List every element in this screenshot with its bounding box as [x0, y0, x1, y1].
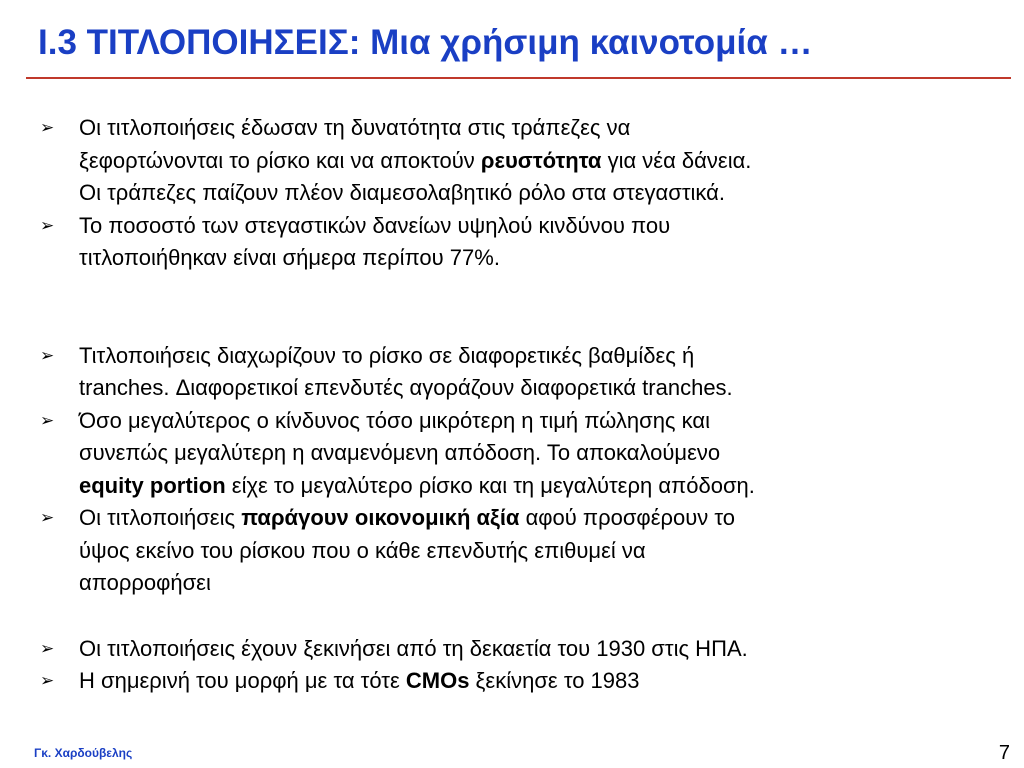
bullet-item [40, 502, 1000, 600]
footer-author: Γκ. Χαρδούβελης [34, 746, 133, 760]
bullet-item [40, 665, 1000, 698]
bold-term: ρευστότητα [480, 147, 602, 173]
bullet-text: ξεκίνησε το 1983 [469, 668, 640, 693]
bullet-text: Οι τιτλοποιήσεις έχουν ξεκινήσει από τη δεκαετία του 1930 στις ΗΠΑ. [79, 635, 748, 661]
bullet-item [40, 633, 1000, 666]
bullet-arrow-icon: ➢ [40, 671, 55, 690]
bullet-text: αφού προσφέρουν το [519, 505, 736, 530]
bullet-line [79, 242, 1000, 275]
bullet-text: Η σημερινή του μορφή με τα τότε [79, 668, 406, 693]
bullet-arrow-icon: ➢ [40, 118, 55, 137]
bullet-line [79, 470, 1000, 503]
bullet-item [40, 405, 1000, 503]
bullet-item [40, 210, 1000, 275]
bullet-text: ξεφορτώνονται το ρίσκο και να αποκτούν [79, 147, 481, 173]
bullet-text: για νέα δάνεια. [601, 147, 752, 173]
slide-content [40, 112, 1000, 698]
bullet-line [79, 112, 1000, 145]
bullet-text: Οι τιτλοποιήσεις έδωσαν τη δυνατότητα στις τράπεζες να [79, 115, 631, 140]
bold-term: equity portion [79, 472, 226, 498]
bullet-line [79, 372, 1000, 405]
bullet-text: tranches. Διαφορετικοί επενδυτές αγοράζουν διαφορετικά tranches. [79, 375, 733, 400]
bullet-line [79, 145, 1000, 178]
page-number: 7 [998, 742, 1010, 764]
bold-term: CMOs [405, 668, 470, 693]
bullet-text: Όσο μεγαλύτερος ο κίνδυνος τόσο μικρότερη η τιμή πώλησης και [79, 407, 710, 433]
bullet-line [79, 633, 1000, 666]
bullet-arrow-icon: ➢ [40, 410, 55, 430]
bullet-line [79, 340, 1000, 373]
bullet-line [79, 210, 1000, 243]
bullet-line [79, 567, 1000, 600]
bullet-item [40, 112, 1000, 210]
spacer [40, 600, 1000, 633]
bullet-arrow-icon: ➢ [40, 345, 55, 365]
bullet-arrow-icon: ➢ [40, 508, 55, 527]
slide-title: I.3 ΤΙΤΛΟΠΟΙΗΣΕΙΣ: Μια χρήσιμη καινοτομία … [38, 23, 813, 62]
bullet-line [79, 177, 1000, 210]
bullet-text: Οι τιτλοποιήσεις [79, 505, 242, 530]
bullet-text: Οι τράπεζες παίζουν πλέον διαμεσολαβητικό ρόλο στα στεγαστικά. [79, 180, 725, 205]
bullet-arrow-icon: ➢ [40, 638, 55, 658]
bullet-text: είχε το μεγαλύτερο ρίσκο και τη μεγαλύτερη απόδοση. [225, 472, 755, 498]
bullet-line [79, 405, 1000, 438]
bullet-line [79, 437, 1000, 470]
bullet-text: τιτλοποιήθηκαν είναι σήμερα περίπου 77%. [79, 245, 500, 270]
bullet-text: Τιτλοποιήσεις διαχωρίζουν το ρίσκο σε διαφορετικές βαθμίδες ή [79, 342, 695, 368]
spacer [40, 275, 1000, 340]
bullet-text: ύψος εκείνο του ρίσκου που ο κάθε επενδυτής επιθυμεί να [79, 537, 646, 563]
bullet-line [79, 535, 1000, 568]
bold-term: παράγουν οικονομική αξία [241, 505, 520, 530]
title-divider [26, 77, 1011, 79]
bullet-arrow-icon: ➢ [40, 215, 55, 235]
bullet-text: Το ποσοστό των στεγαστικών δανείων υψηλού κινδύνου που [79, 212, 671, 238]
bullet-line [79, 502, 1000, 535]
bullet-item [40, 340, 1000, 405]
bullet-text: απορροφήσει [79, 570, 211, 595]
bullet-text: συνεπώς μεγαλύτερη η αναμενόμενη απόδοση. Το αποκαλούμενο [79, 440, 721, 465]
bullet-line [79, 665, 1000, 698]
